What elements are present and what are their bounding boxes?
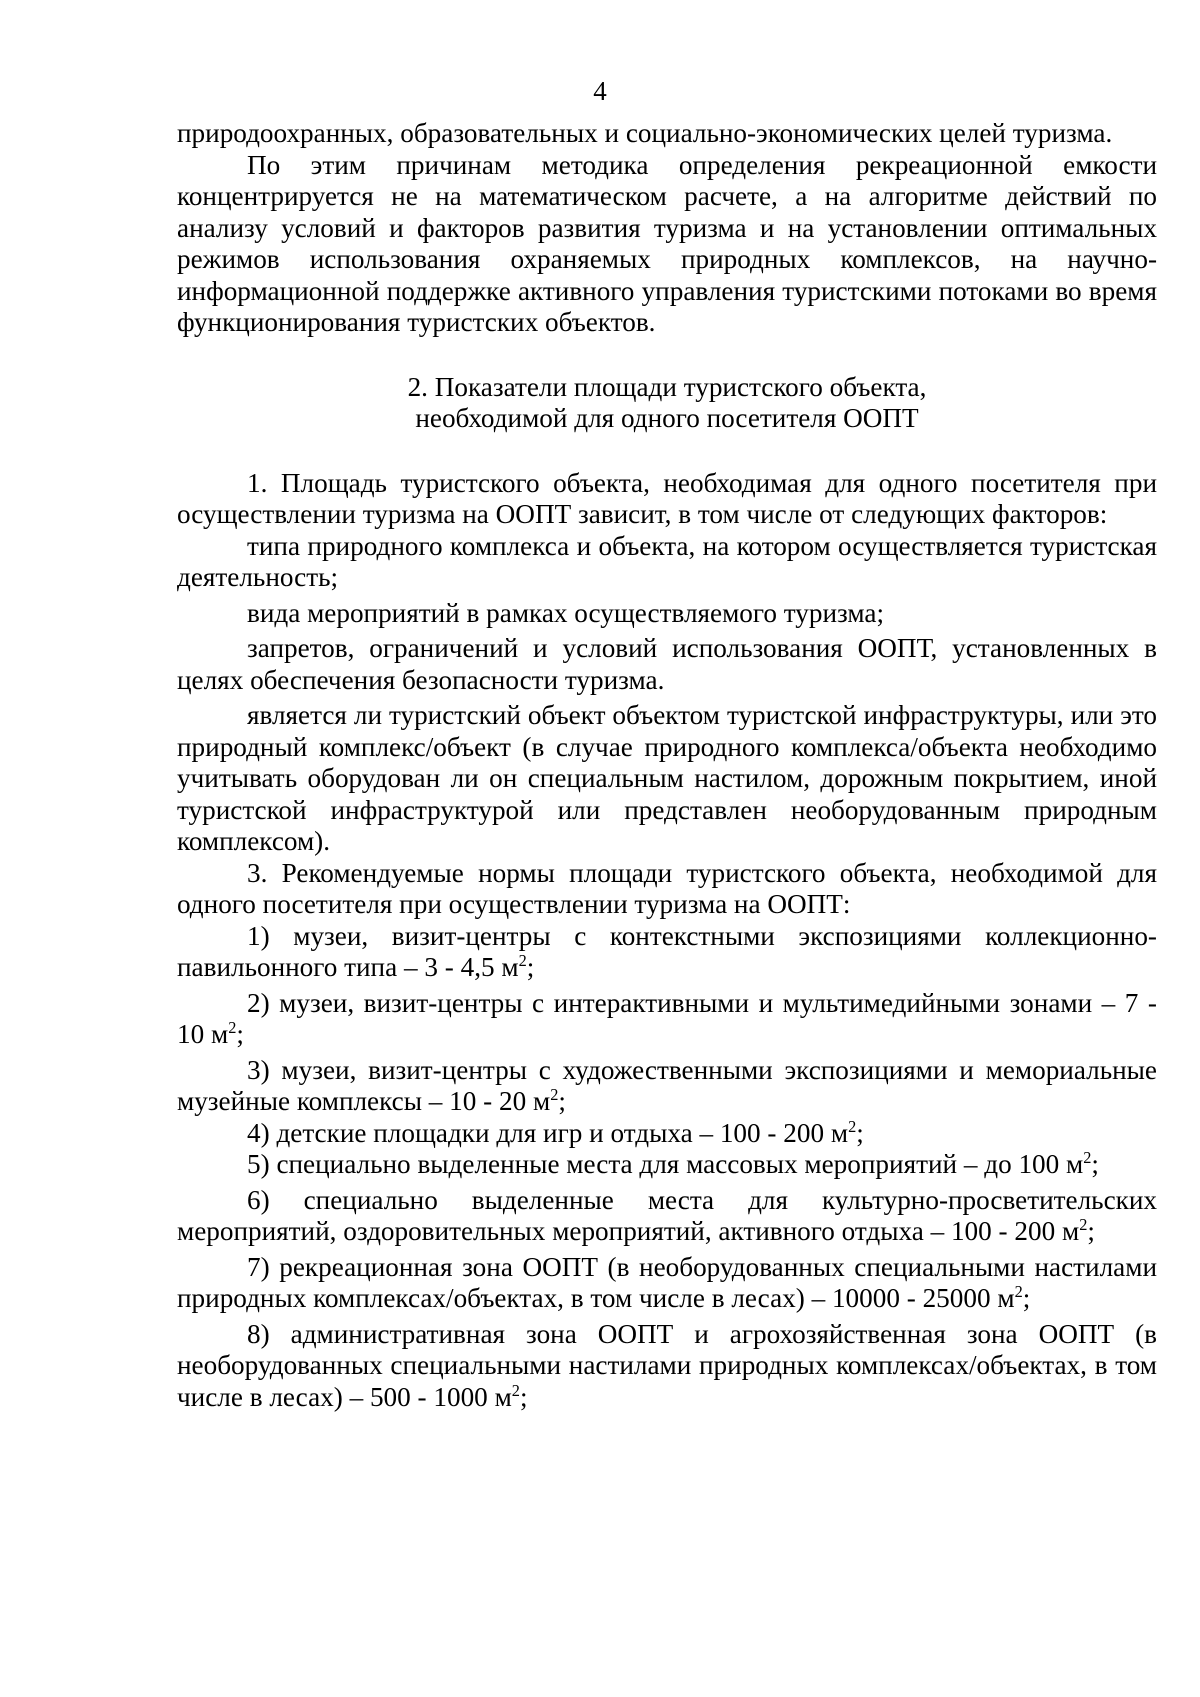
page-number: 4 [593, 76, 607, 106]
factor-item: является ли туристский объект объектом туристской инфраструктуры, или это природный комплекс/объект (в случае природного комплекса/объекта необходимо учитывать оборудован ли он специальным настилом, дорожным покрытием, иной туристской инфраструктурой или представлен необорудованным природным комплексом). [177, 700, 1157, 856]
norm-item [177, 1319, 1157, 1414]
unit: м [210, 1019, 229, 1049]
unit-exponent: 2 [511, 1380, 520, 1400]
norm-end: ; [856, 1117, 864, 1148]
norm-item [177, 1055, 1157, 1118]
unit-exponent: 2 [1079, 1214, 1088, 1234]
unit-exponent: 2 [550, 1084, 559, 1104]
unit-exponent: 2 [1083, 1147, 1092, 1167]
factors-intro: 1. Площадь туристского объекта, необходимая для одного посетителя при осуществлении туризма на ООПТ зависит, в том числе от следующих факторов: [177, 467, 1157, 529]
norm-text: 4) детские площадки для игр и отдыха – 100 - 200 [247, 1117, 831, 1148]
norm-end: ; [1091, 1149, 1099, 1179]
section-heading [177, 372, 1157, 435]
norms-intro: 3. Рекомендуемые нормы площади туристского объекта, необходимой для одного посетителя при осуществлении туризма на ООПТ: [177, 857, 1157, 919]
unit: м [1061, 1216, 1080, 1246]
norm-item [177, 1149, 1157, 1181]
factor-item: запретов, ограничений и условий использования ООПТ, установленных в целях обеспечения безопасности туризма. [177, 633, 1157, 695]
unit: м [997, 1283, 1015, 1313]
norm-text: 3) музеи, визит-центры с художественными экспозициями и мемориальные музейные комплексы – 10 - 20 [177, 1054, 1157, 1116]
unit-exponent: 2 [228, 1017, 237, 1037]
norm-text: 8) административная зона ООПТ и агрохозяйственная зона ООПТ (в необорудованных специальными настилами природных комплексах/объектах, в том числе в лесах) – 500 - 1000 [177, 1318, 1157, 1412]
norm-item [177, 1118, 1157, 1150]
document-body [177, 118, 1157, 1413]
unit-exponent: 2 [1014, 1281, 1023, 1301]
norm-end: ; [526, 952, 535, 982]
unit: м [1066, 1149, 1084, 1179]
unit-exponent: 2 [848, 1116, 857, 1136]
norm-text: 6) специально выделенные места для культурно-просветительских мероприятий, оздоровительных мероприятий, активного отдыха – 100 - 200 [177, 1184, 1157, 1246]
factor-item: типа природного комплекса и объекта, на котором осуществляется туристская деятельность; [177, 530, 1157, 592]
norm-text: 5) специально выделенные места для массовых мероприятий – до 100 [247, 1149, 1067, 1179]
paragraph-continuation: природоохранных, образовательных и социально-экономических целей туризма. [177, 118, 1113, 148]
norm-item [177, 1185, 1157, 1248]
norm-item [177, 921, 1157, 984]
norm-item [177, 988, 1157, 1051]
norm-text: 7) рекреационная зона ООПТ (в необорудованных специальными настилами природных комплексах/объектах, в том числе в лесах) – 10000 - 25000 [177, 1251, 1157, 1313]
paragraph-methodology: По этим причинам методика определения рекреационной емкости концентрируется не на математическом расчете, а на алгоритме действий по анализу условий и факторов развития туризма и на установлении оптимальных режимов использования охраняемых природных комплексов, на научно-информационной поддержке активного управления туристскими потоками во время функционирования туристских объектов. [177, 149, 1157, 337]
section-heading-line-2: необходимой для одного посетителя ООПТ [415, 403, 919, 433]
unit: м [533, 1086, 551, 1116]
norm-end: ; [1087, 1216, 1095, 1246]
unit-exponent: 2 [518, 950, 527, 970]
norm-end: ; [519, 1381, 528, 1412]
norm-text: 2) музеи, визит-центры с интерактивными и мультимедийными зонами – 7 - 10 [177, 987, 1157, 1049]
unit: м [830, 1117, 849, 1148]
factor-item: вида мероприятий в рамках осуществляемого туризма; [247, 597, 885, 628]
section-heading-line-1: 2. Показатели площади туристского объекта, [407, 371, 927, 402]
norm-text: 1) музеи, визит-центры с контекстными экспозициями коллекционно-павильонного типа – 3 - 4,5 [177, 920, 1157, 982]
norm-end: ; [1022, 1283, 1031, 1313]
unit: м [501, 952, 519, 982]
norm-item [177, 1252, 1157, 1315]
unit: м [494, 1381, 512, 1412]
norm-end: ; [236, 1019, 244, 1049]
norm-end: ; [558, 1086, 566, 1116]
